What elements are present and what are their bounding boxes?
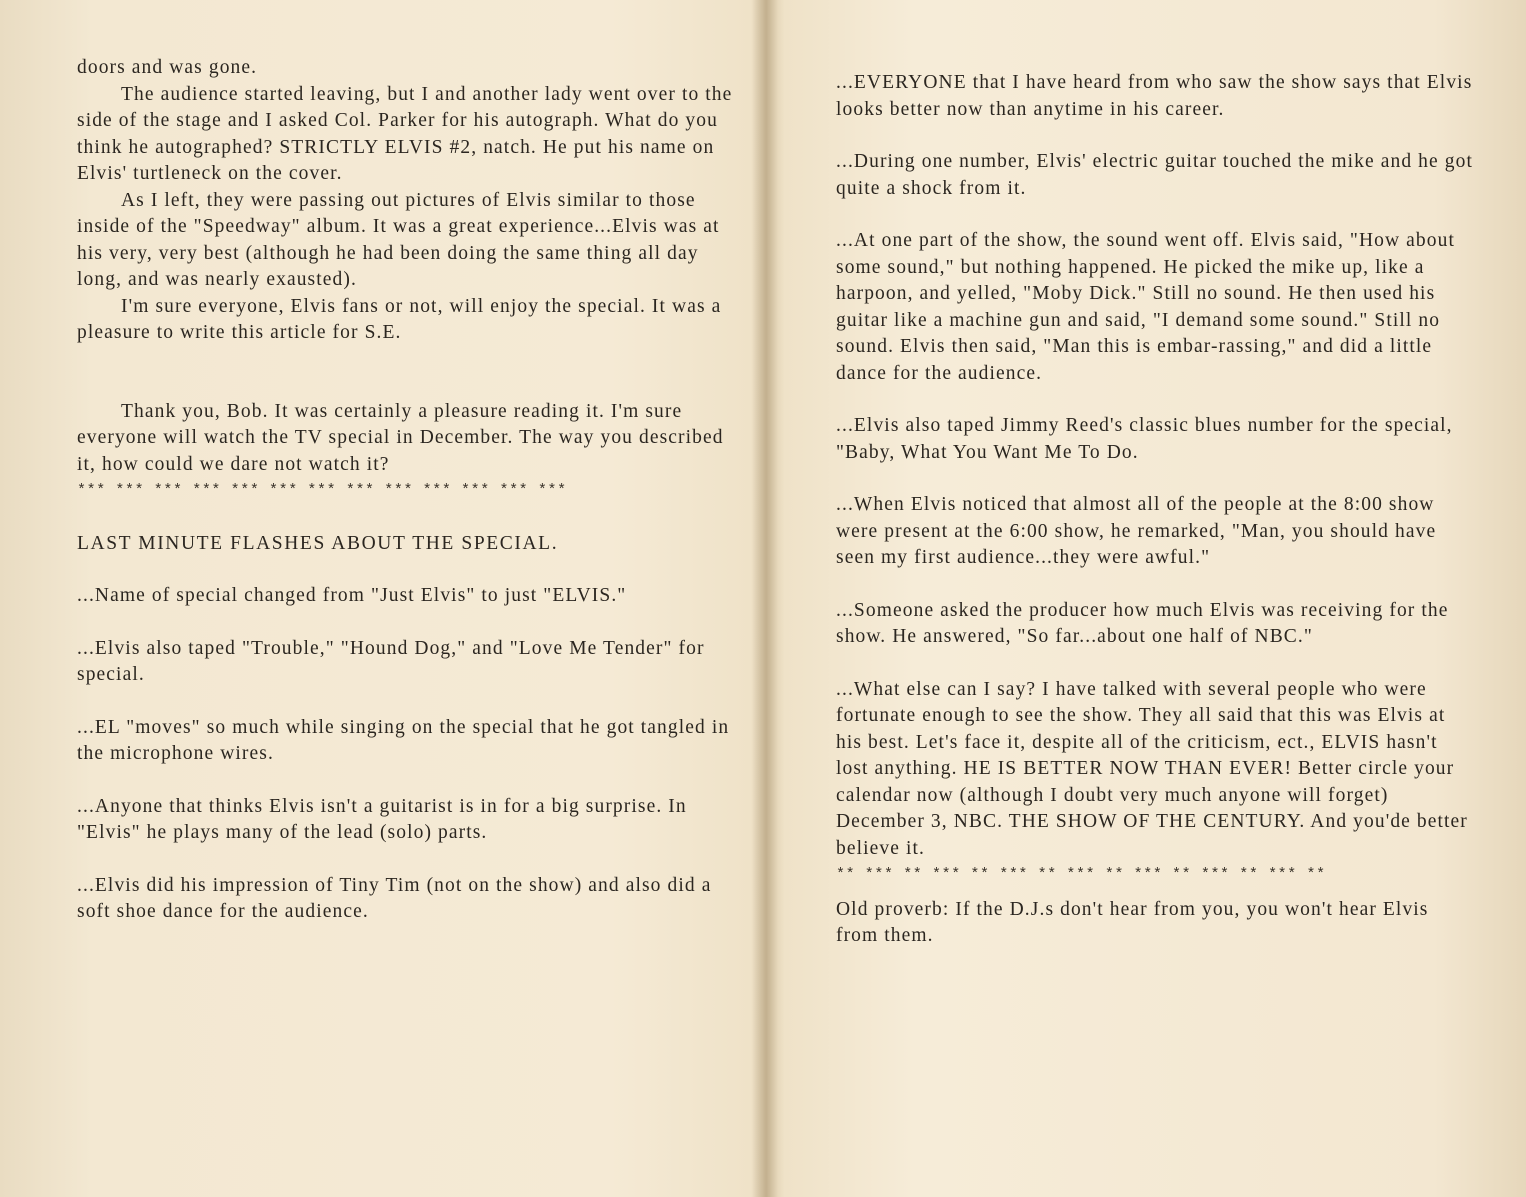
right-page xyxy=(776,0,1526,1197)
flash-item: ...When Elvis noticed that almost all of the people at the 8:00 show were present at the 6:00 show, he remarked, "Man, you should have seen my first audience...they were awful." xyxy=(836,494,1437,568)
paragraph-continuation: doors and was gone. xyxy=(77,57,258,78)
flash-item: ...EVERYONE that I have heard from who saw the show says that Elvis looks better now than anytime in his career. xyxy=(836,72,1473,120)
right-text-column xyxy=(836,70,1476,950)
left-text-column xyxy=(77,55,737,926)
old-proverb: Old proverb: If the D.J.s don't hear from you, you won't hear Elvis from them. xyxy=(836,898,1429,946)
flash-item: ...Someone asked the producer how much Elvis was receiving for the show. He answered, "So far...about one half of NBC." xyxy=(836,599,1449,647)
editor-thank-you: Thank you, Bob. It was certainly a pleasure reading it. I'm sure everyone will watch the TV special in December. The way you described it, how could we dare not watch it? xyxy=(77,400,724,475)
flash-item: ...Elvis also taped "Trouble," "Hound Dog," and "Love Me Tender" for special. xyxy=(77,637,705,685)
left-page xyxy=(0,0,760,1197)
asterisk-divider: *** *** *** *** *** *** *** *** *** *** *** *** *** xyxy=(77,482,567,499)
flash-item: ...Elvis also taped Jimmy Reed's classic blues number for the special, "Baby, What You Want Me To Do. xyxy=(836,415,1453,463)
paragraph-enjoy-special: I'm sure everyone, Elvis fans or not, will enjoy the special. It was a pleasure to write this article for S.E. xyxy=(77,295,722,343)
asterisk-divider: ** *** ** *** ** *** ** *** ** *** ** *** ** *** ** xyxy=(836,866,1326,883)
flash-item: ...Anyone that thinks Elvis isn't a guitarist is in for a big surprise. In "Elvis" he plays many of the lead (solo) parts. xyxy=(77,795,687,843)
flash-item: ...Elvis did his impression of Tiny Tim (not on the show) and also did a soft shoe dance for the audience. xyxy=(77,874,712,922)
flash-item: ...At one part of the show, the sound went off. Elvis said, "How about some sound," but nothing happened. He picked the mike up, like a harpoon, and yelled, "Moby Dick." Still no sound. He then used his guitar like a machine gun and said, "I demand some sound." Still no sound. Elvis then said, "Man this is embar-rassing," and did a little dance for the audience. xyxy=(836,230,1455,384)
flash-item: ...Name of special changed from "Just Elvis" to just "ELVIS." xyxy=(77,585,627,606)
flash-item: ...EL "moves" so much while singing on the special that he got tangled in the microphone wires. xyxy=(77,716,730,764)
section-heading: LAST MINUTE FLASHES ABOUT THE SPECIAL. xyxy=(77,532,559,554)
flash-item: ...During one number, Elvis' electric guitar touched the mike and he got quite a shock from it. xyxy=(836,151,1473,199)
paragraph-pictures: As I left, they were passing out pictures of Elvis similar to those inside of the "Speedway" album. It was a great experience...Elvis was at his very, very best (although he had been doing the same thing all day long, and was nearly exausted). xyxy=(77,189,720,290)
paragraph-autograph: The audience started leaving, but I and another lady went over to the side of the stage and I asked Col. Parker for his autograph. What do you think he autographed? STRICTLY ELVIS #2, natch. He put his name on Elvis' turtleneck on the cover. xyxy=(77,83,733,184)
flash-item: ...What else can I say? I have talked with several people who were fortunate enough to see the show. They all said that this was Elvis at his best. Let's face it, despite all of the criticism, ect., ELVIS hasn't lost anything. HE IS BETTER NOW THAN EVER! Better circle your calendar now (although I doubt very much anyone will forget) December 3, NBC. THE SHOW OF THE CENTURY. And you'de better believe it. xyxy=(836,678,1468,859)
